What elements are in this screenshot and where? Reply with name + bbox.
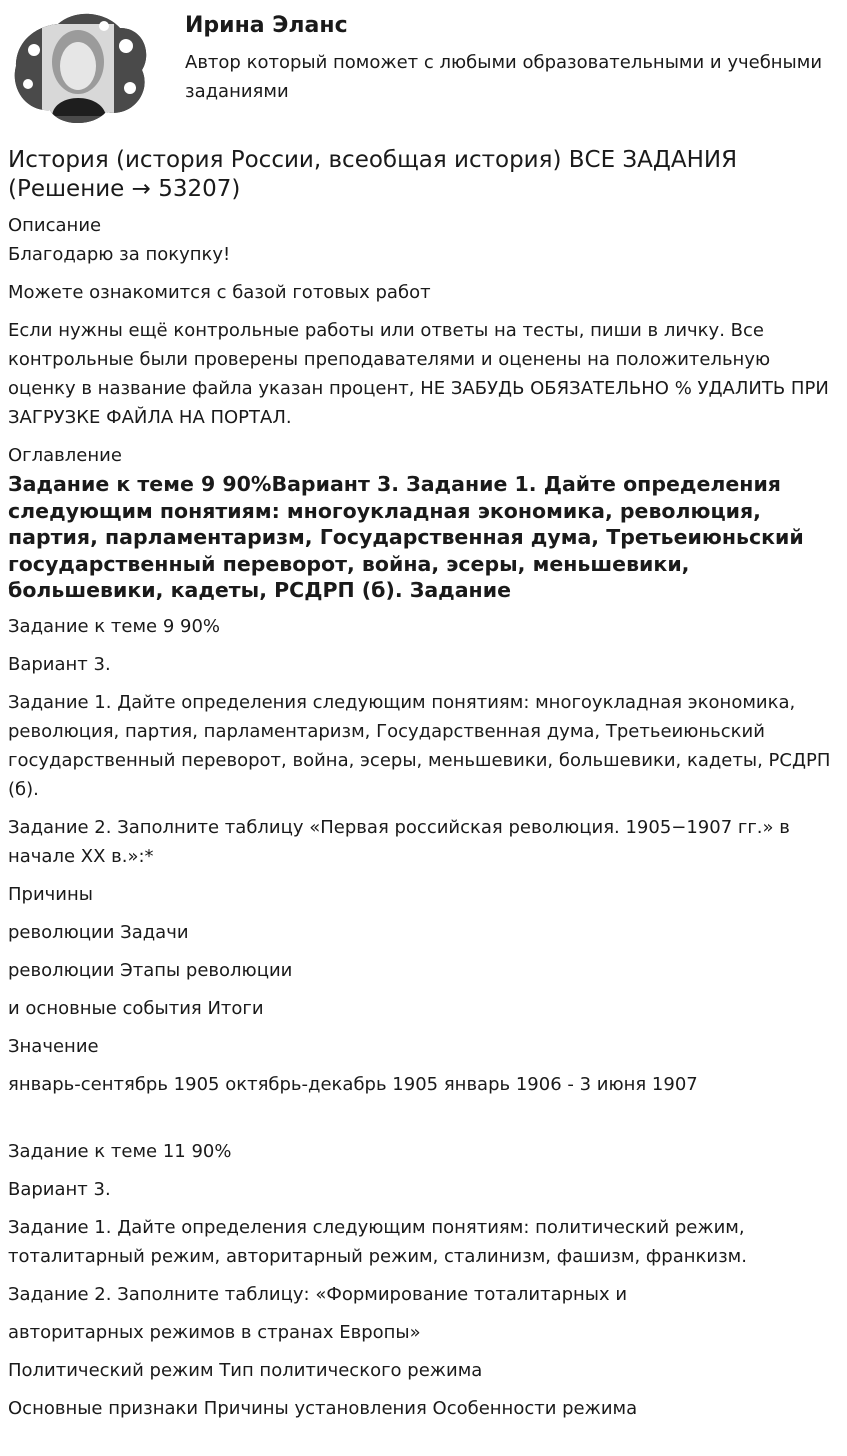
- avatar-image: [6, 6, 152, 128]
- content-paragraph: революции Этапы революции: [8, 959, 293, 981]
- content-paragraph: январь-сентябрь 1905 октябрь-декабрь 1905 январь 1906 - 3 июня 1907: [8, 1073, 698, 1095]
- content-paragraph: авторитарных режимов в странах Европы»: [8, 1321, 421, 1343]
- description-paragraph: Можете ознакомится с базой готовых работ: [8, 282, 431, 303]
- author-card: [0, 0, 847, 130]
- content-paragraph: Вариант 3.: [8, 1178, 111, 1200]
- content-paragraph: Причины: [8, 883, 93, 905]
- work-content: [8, 146, 843, 1432]
- content-paragraph: Задание к теме 9 90%: [8, 615, 221, 637]
- author-name[interactable]: Ирина Эланс: [185, 13, 348, 38]
- spacer: [8, 1108, 843, 1137]
- content-paragraph: революции Задачи: [8, 921, 189, 943]
- toc-label: Оглавление: [8, 445, 122, 466]
- content-paragraph: и основные события Итоги: [8, 997, 264, 1019]
- content-paragraph: Задание к теме 11 90%: [8, 1140, 232, 1162]
- toc-title: Задание к теме 9 90%Вариант 3. Задание 1. Дайте определения следующим понятиям: многоукладная экономика, революция, партия, парламентаризм, Государственная дума, Третьеиюньский государственный переворот, война, эсеры, меньшевики, большевики, кадеты, РСДРП (б). Задание: [8, 472, 804, 602]
- content-paragraph: Задание 2. Заполните таблицу «Первая российская революция. 1905−1907 гг.» в начале XX в.»:*: [8, 816, 790, 867]
- content-paragraph: Задание 1. Дайте определения следующим понятиям: политический режим, тоталитарный режим, авторитарный режим, сталинизм, фашизм, франкизм.: [8, 1216, 747, 1267]
- work-title: История (история России, всеобщая история) ВСЕ ЗАДАНИЯ (Решение → 53207): [8, 147, 738, 202]
- description-paragraph: Если нужны ещё контрольные работы или ответы на тесты, пиши в личку. Все контрольные были проверены преподавателями и оценены на положительную оценку в название файла указан процент, НЕ ЗАБУДЬ ОБЯЗАТЕЛЬНО % УДАЛИТЬ ПРИ ЗАГРУЗКЕ ФАЙЛА НА ПОРТАЛ.: [8, 320, 829, 428]
- content-paragraph: Основные признаки Причины установления Особенности режима: [8, 1397, 638, 1419]
- description-paragraph: Благодарю за покупку!: [8, 244, 231, 265]
- content-paragraph: Вариант 3.: [8, 653, 111, 675]
- content-paragraph: Задание 1. Дайте определения следующим понятиям: многоукладная экономика, революция, партия, парламентаризм, Государственная дума, Третьеиюньский государственный переворот, война, эсеры, меньшевики, большевики, кадеты, РСДРП (б).: [8, 691, 831, 800]
- author-bio: Автор который поможет с любыми образовательными и учебными заданиями: [185, 52, 823, 102]
- description-label: Описание: [8, 215, 102, 236]
- content-paragraph: Значение: [8, 1035, 99, 1057]
- author-avatar[interactable]: [6, 6, 152, 128]
- content-paragraph: Задание 2. Заполните таблицу: «Формирование тоталитарных и: [8, 1283, 628, 1305]
- content-paragraph: Политический режим Тип политического режима: [8, 1359, 483, 1381]
